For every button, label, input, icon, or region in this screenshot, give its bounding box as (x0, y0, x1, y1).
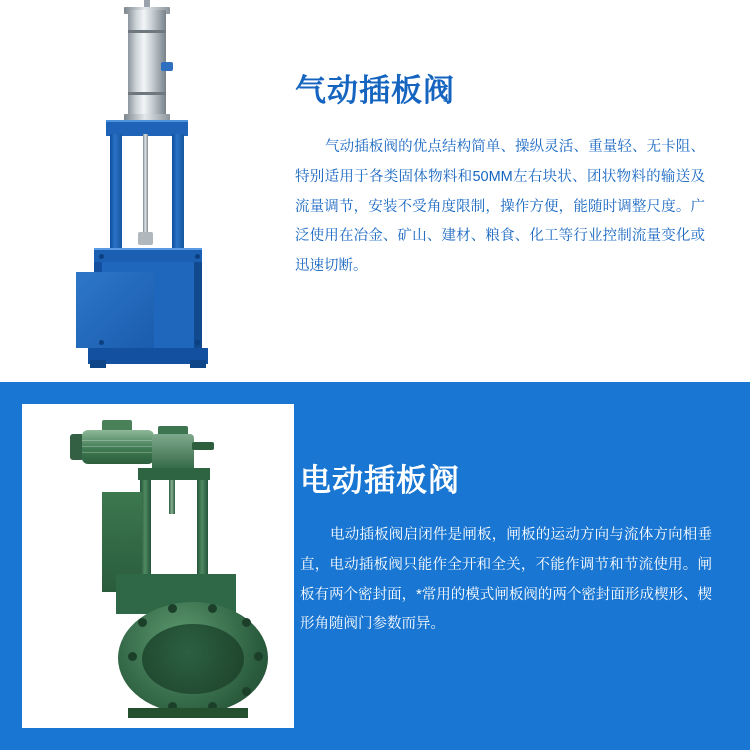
valve-stem (143, 134, 148, 242)
stem-nut (138, 232, 153, 245)
valve-foot-right (190, 360, 206, 368)
electric-valve-section (0, 382, 750, 750)
electric-valve-illustration (42, 412, 276, 722)
pneumatic-valve-text (295, 72, 725, 282)
pneumatic-valve-description: 气动插板阀的优点结构简单、操纵灵活、重量轻、无卡阻、特别适用于各类固体物料和50MM左右块状、团状物料的输送及流量调节，安装不受角度限制，操作方便，能随时调整尺度。广泛使用在冶金、矿山、建材、粮食、化工等行业控制流量变化或迅速切断。 (295, 139, 705, 275)
flange-bolt (99, 254, 104, 259)
flange-bolt (254, 652, 263, 661)
electric-valve-description: 电动插板阀启闭件是闸板，闸板的运动方向与流体方向相垂直，电动插板阀只能作全开和全关，不能作调节和节流使用。闸板有两个密封面，*常用的模式闸板阀的两个密封面形成楔形、楔形角随阀门参数而异。 (300, 527, 712, 633)
valve-yoke-top (138, 468, 210, 480)
motor-fin (82, 446, 154, 447)
valve-foot-left (90, 360, 106, 368)
flange-bolt (208, 604, 217, 613)
valve-flange-bore (142, 624, 244, 694)
valve-base (128, 708, 248, 718)
motor-fin (82, 440, 154, 441)
electric-valve-text (300, 462, 730, 640)
electric-valve-image-card (22, 404, 294, 728)
flange-bolt (242, 618, 251, 627)
frame-post-right (172, 134, 184, 256)
valve-frame (138, 480, 210, 580)
flange-bolt (138, 618, 147, 627)
frame-post-left (110, 134, 122, 256)
cylinder-band (128, 92, 166, 95)
cylinder-band (128, 30, 166, 33)
pneumatic-valve-image (0, 0, 290, 382)
electric-motor (82, 430, 154, 464)
flange-bolt (168, 604, 177, 613)
electric-valve-title: 电动插板阀 (300, 463, 460, 498)
pneumatic-valve-illustration (60, 0, 240, 370)
motor-fin (82, 452, 154, 453)
flange-bolt (128, 652, 137, 661)
valve-frame (106, 134, 188, 256)
flange-bolt (99, 340, 104, 345)
gearbox (152, 434, 194, 472)
handwheel-shaft (192, 442, 214, 450)
frame-post-right (197, 480, 208, 580)
flange-bolt (195, 254, 200, 259)
pneumatic-valve-title: 气动插板阀 (295, 73, 455, 108)
valve-gate-plate (76, 272, 154, 348)
flange-bolt (242, 687, 251, 696)
flange-bolt (195, 340, 200, 345)
cylinder-air-port (161, 62, 173, 71)
